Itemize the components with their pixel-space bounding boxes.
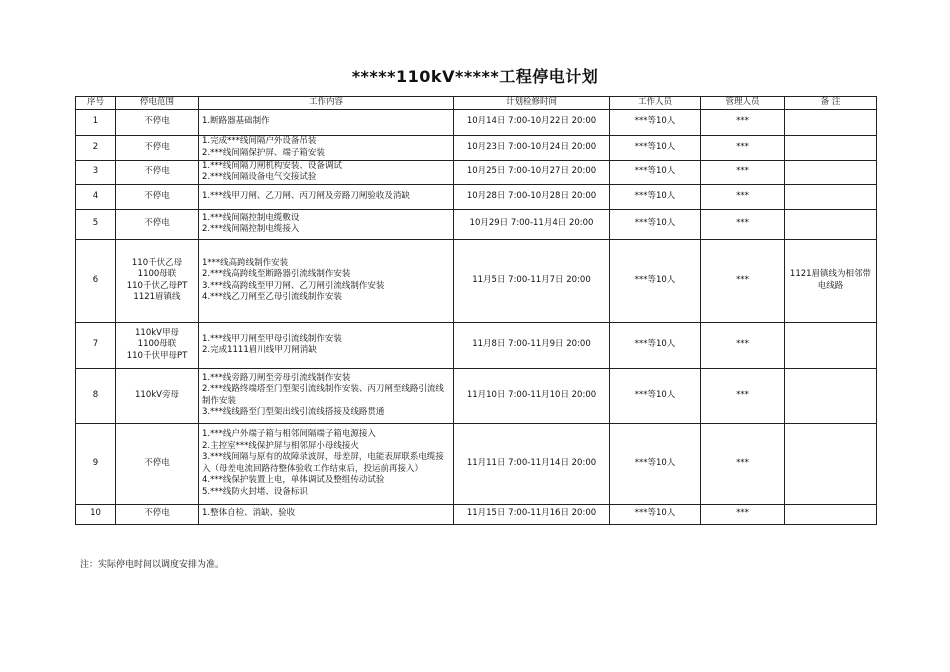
outage-scope-line: 不停电 [144, 141, 170, 152]
work-content-line: 2.***线间隔设备电气交接试验 [202, 172, 317, 182]
outage-scope-cell [116, 209, 199, 239]
manager-cell: *** [701, 504, 785, 524]
table-header-row [76, 97, 877, 110]
work-content-line: 4.***线乙刀闸至乙母引流线制作安装 [202, 292, 342, 302]
staff-cell: ***等10人 [610, 184, 701, 209]
outage-scope-line: 不停电 [144, 457, 170, 468]
outage-scope-line: 110kV甲母 [135, 327, 179, 338]
note-cell [785, 322, 877, 368]
outage-scope-line: 1100母联 [137, 269, 177, 279]
outage-scope-cell [116, 160, 199, 184]
table-row [76, 135, 877, 160]
note-cell: 1121眉镇线为相邻带电线路 [785, 239, 877, 322]
planned-time-cell: 10月14日 7:00-10月22日 20:00 [454, 109, 610, 135]
work-content-cell [199, 368, 454, 423]
row-number-cell: 5 [76, 209, 116, 239]
work-content-line: 5.***线防火封堵、设备标识 [202, 486, 308, 497]
staff-cell: ***等10人 [610, 160, 701, 184]
outage-scope-line: 110kV旁母 [135, 389, 179, 400]
outage-scope-cell [116, 135, 199, 160]
work-content-cell [199, 504, 454, 524]
row-number-cell: 2 [76, 135, 116, 160]
row-number-cell: 1 [76, 109, 116, 135]
planned-time-cell: 10月23日 7:00-10月24日 20:00 [454, 135, 610, 160]
table-row [76, 423, 877, 504]
header-note: 备 注 [785, 97, 877, 110]
manager-cell: *** [701, 184, 785, 209]
work-content-line: 2.完成1111眉川线甲刀闸消缺 [202, 345, 317, 355]
planned-time-cell: 11月5日 7:00-11月7日 20:00 [454, 239, 610, 322]
note-cell [785, 109, 877, 135]
outage-scope-cell [116, 423, 199, 504]
outage-scope-line: 不停电 [144, 166, 170, 177]
row-number-cell: 10 [76, 504, 116, 524]
staff-cell: ***等10人 [610, 423, 701, 504]
planned-time-cell: 10月28日 7:00-10月28日 20:00 [454, 184, 610, 209]
table-row [76, 239, 877, 322]
work-content-line: 3.***线间隔与原有的故障录波屏，母差屏，电能表屏联系电缆接入（母差电流回路待整体验收工作结束后，投运前再接入） [202, 452, 444, 474]
outage-scope-cell [116, 368, 199, 423]
header-work: 工作内容 [199, 97, 454, 110]
work-content-line: 2.***线间隔保护屏、端子箱安装 [202, 147, 325, 158]
work-content-line: 1.***线甲刀闸、乙刀闸、丙刀闸及旁路刀闸验收及消缺 [202, 190, 410, 201]
table-row [76, 109, 877, 135]
work-content-line: 4.***线保护装置上电，单体调试及整组传动试验 [202, 475, 385, 485]
row-number-cell: 7 [76, 322, 116, 368]
outage-plan-table [75, 96, 877, 525]
manager-cell: *** [701, 135, 785, 160]
manager-cell: *** [701, 160, 785, 184]
header-time: 计划检修时间 [454, 97, 610, 110]
row-number-cell: 8 [76, 368, 116, 423]
note-cell [785, 504, 877, 524]
work-content-line: 2.主控室***线保护屏与相邻屏小母线接火 [202, 440, 359, 451]
header-manager: 管理人员 [701, 97, 785, 110]
work-content-line: 1.***线甲刀闸至甲母引流线制作安装 [202, 333, 342, 344]
outage-scope-line: 不停电 [144, 116, 170, 127]
table-row [76, 368, 877, 423]
outage-scope-line: 不停电 [144, 190, 170, 201]
work-content-line: 1.***线户外端子箱与相邻间隔端子箱电源接入 [202, 429, 376, 439]
note-cell [785, 184, 877, 209]
row-number-cell: 9 [76, 423, 116, 504]
work-content-line: 2.***线路终端塔至门型架引流线制作安装、丙刀闸至线路引流线制作安装 [202, 384, 444, 406]
planned-time-cell: 11月10日 7:00-11月10日 20:00 [454, 368, 610, 423]
work-content-cell [199, 109, 454, 135]
staff-cell: ***等10人 [610, 368, 701, 423]
table-row [76, 209, 877, 239]
row-number-cell: 6 [76, 239, 116, 322]
outage-scope-cell [116, 504, 199, 524]
manager-cell: *** [701, 423, 785, 504]
row-number-cell: 4 [76, 184, 116, 209]
note-cell [785, 135, 877, 160]
work-content-line: 2.***线高跨线至断路器引流线制作安装 [202, 269, 351, 279]
work-content-cell [199, 135, 454, 160]
work-content-line: 2.***线间隔控制电缆接入 [202, 224, 300, 234]
staff-cell: ***等10人 [610, 109, 701, 135]
staff-cell: ***等10人 [610, 239, 701, 322]
work-content-line: 1.***线间隔刀闸机构安装、设备调试 [202, 160, 342, 171]
manager-cell: *** [701, 109, 785, 135]
work-content-line: 1.***线旁路刀闸至旁母引流线制作安装 [202, 372, 351, 383]
planned-time-cell: 10月29日 7:00-11月4日 20:00 [454, 209, 610, 239]
work-content-line: 3.***线高跨线至甲刀闸、乙刀闸引流线制作安装 [202, 280, 385, 291]
staff-cell: ***等10人 [610, 322, 701, 368]
table-row [76, 504, 877, 524]
outage-scope-cell [116, 109, 199, 135]
work-content-cell [199, 209, 454, 239]
footnote: 注：实际停电时间以调度安排为准。 [80, 560, 225, 570]
work-content-cell [199, 160, 454, 184]
outage-scope-line: 1100母联 [137, 339, 177, 350]
work-content-cell [199, 239, 454, 322]
note-cell [785, 368, 877, 423]
work-content-line: 1.整体自检、消缺、验收 [202, 508, 296, 519]
header-scope: 停电范围 [116, 97, 199, 110]
outage-scope-cell [116, 322, 199, 368]
header-staff: 工作人员 [610, 97, 701, 110]
work-content-cell [199, 423, 454, 504]
page-title: *****110kV*****工程停电计划 [351, 67, 599, 86]
staff-cell: ***等10人 [610, 209, 701, 239]
work-content-line: 1***线高跨线制作安装 [202, 257, 289, 268]
outage-scope-cell [116, 184, 199, 209]
work-content-line: 1.***线间隔控制电缆敷设 [202, 212, 300, 223]
outage-scope-line: 110千伏甲母PT [126, 350, 188, 361]
note-cell [785, 209, 877, 239]
manager-cell: *** [701, 322, 785, 368]
manager-cell: *** [701, 209, 785, 239]
row-number-cell: 3 [76, 160, 116, 184]
table-row [76, 322, 877, 368]
planned-time-cell: 10月25日 7:00-10月27日 20:00 [454, 160, 610, 184]
manager-cell: *** [701, 239, 785, 322]
work-content-line: 3.***线线路至门型架出线引流线搭接及线路贯通 [202, 407, 385, 417]
outage-scope-line: 110千伏乙母PT [126, 280, 188, 291]
work-content-line: 1.断路器基础制作 [202, 116, 270, 127]
planned-time-cell: 11月11日 7:00-11月14日 20:00 [454, 423, 610, 504]
table-row [76, 184, 877, 209]
work-content-line: 1.完成***线间隔户外设备吊装 [202, 136, 317, 146]
note-cell [785, 423, 877, 504]
work-content-cell [199, 322, 454, 368]
planned-time-cell: 11月15日 7:00-11月16日 20:00 [454, 504, 610, 524]
staff-cell: ***等10人 [610, 135, 701, 160]
staff-cell: ***等10人 [610, 504, 701, 524]
table-row [76, 160, 877, 184]
outage-scope-line: 不停电 [144, 218, 170, 229]
manager-cell: *** [701, 368, 785, 423]
note-cell [785, 160, 877, 184]
outage-scope-line: 110千伏乙母 [131, 257, 183, 268]
header-no: 序号 [76, 97, 116, 110]
outage-scope-line: 1121眉镇线 [133, 292, 181, 302]
outage-scope-cell [116, 239, 199, 322]
outage-scope-line: 不停电 [144, 508, 170, 519]
planned-time-cell: 11月8日 7:00-11月9日 20:00 [454, 322, 610, 368]
work-content-cell [199, 184, 454, 209]
